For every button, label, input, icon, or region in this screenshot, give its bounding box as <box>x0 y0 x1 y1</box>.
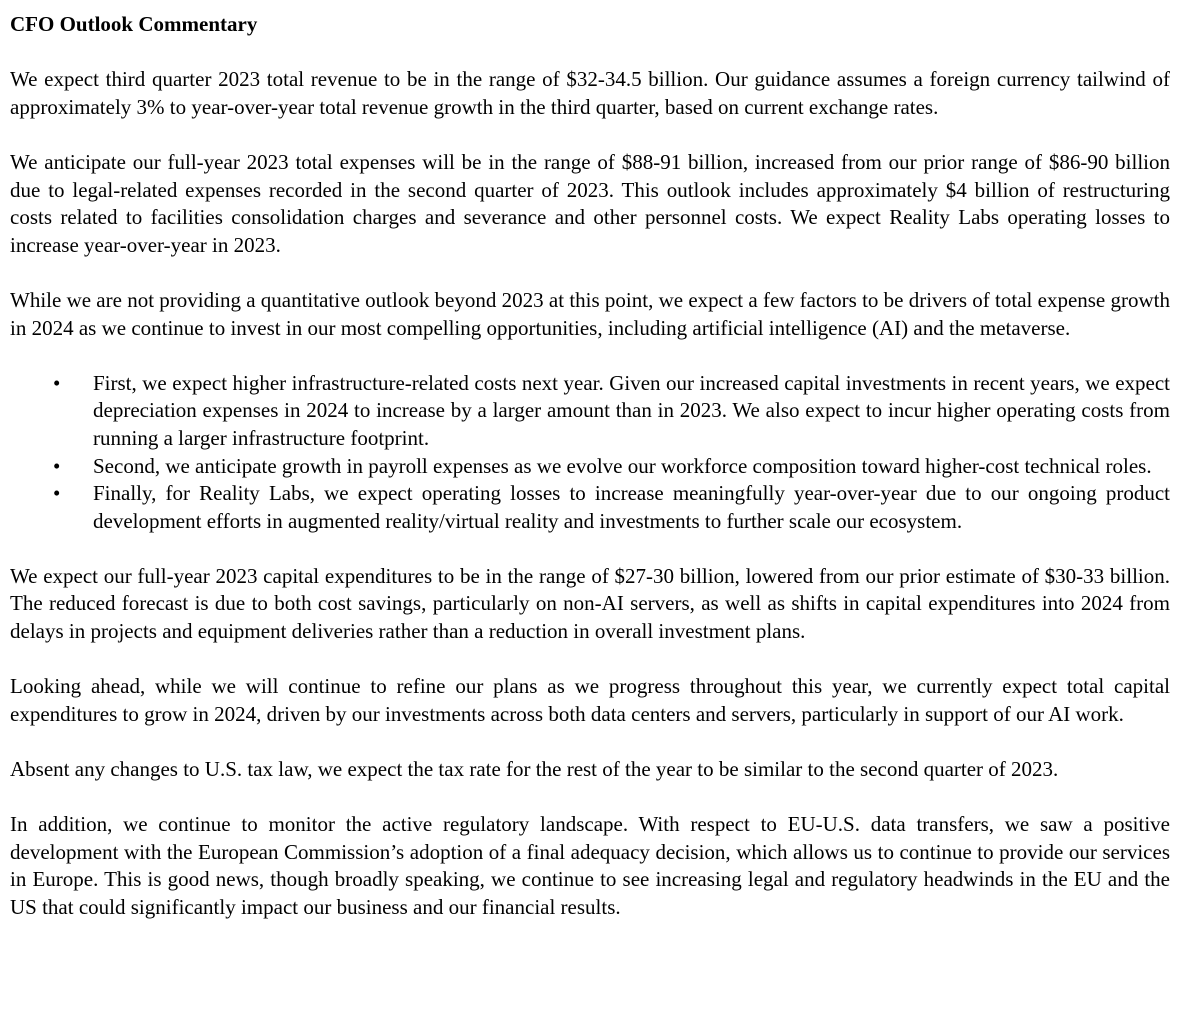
bullet-icon: • <box>53 453 61 478</box>
list-item-text: Finally, for Reality Labs, we expect operating losses to increase meaningfully year-over-year due to our ongoing product development efforts in augmented reality/virtual reality and investments to further scale our ecosystem. <box>93 481 1170 533</box>
paragraph-revenue-outlook: We expect third quarter 2023 total revenue to be in the range of $32-34.5 billion. Our guidance assumes a foreign currency tailwind of approximately 3% to year-over-year total revenue growth in the third quarter, based on current exchange rates. <box>10 67 1170 119</box>
document <box>10 11 1170 949</box>
list-item <box>10 480 1170 535</box>
bullet-icon: • <box>53 481 61 506</box>
bullet-icon: • <box>53 370 61 395</box>
paragraph-capex-outlook: We expect our full-year 2023 capital expenditures to be in the range of $27-30 billion, lowered from our prior estimate of $30-33 billion. The reduced forecast is due to both cost savings, particularly on non-AI servers, as well as shifts in capital expenditures into 2024 from delays in projects and equipment deliveries rather than a reduction in overall investment plans. <box>10 563 1170 644</box>
list-item-text: First, we expect higher infrastructure-related costs next year. Given our increased capital investments in recent years, we expect depreciation expenses in 2024 to increase by a larger amount than in 2023. We also expect to incur higher operating costs from running a larger infrastructure footprint. <box>93 370 1170 450</box>
paragraph-expenses-outlook: We anticipate our full-year 2023 total expenses will be in the range of $88-91 billion, increased from our prior range of $86-90 billion due to legal-related expenses recorded in the second quarter of 2023. This outlook includes approximately $4 billion of restructuring costs related to facilities consolidation charges and severance and other personnel costs. We expect Reality Labs operating losses to increase year-over-year in 2023. <box>10 149 1170 257</box>
paragraph-regulatory: In addition, we continue to monitor the active regulatory landscape. With respect to EU-U.S. data transfers, we saw a positive development with the European Commission’s adoption of a final adequacy decision, which allows us to continue to provide our services in Europe. This is good news, though broadly speaking, we continue to see increasing legal and regulatory headwinds in the EU and the US that could significantly impact our business and our financial results. <box>10 812 1170 919</box>
list-item <box>10 370 1170 453</box>
paragraph-capex-2024: Looking ahead, while we will continue to refine our plans as we progress throughout this year, we currently expect total capital expenditures to grow in 2024, driven by our investments across both data centers and servers, particularly in support of our AI work. <box>10 674 1170 726</box>
list-item <box>10 453 1170 481</box>
paragraph-tax-rate: Absent any changes to U.S. tax law, we expect the tax rate for the rest of the year to be similar to the second quarter of 2023. <box>10 757 1059 782</box>
paragraph-2024-drivers: While we are not providing a quantitative outlook beyond 2023 at this point, we expect a few factors to be drivers of total expense growth in 2024 as we continue to invest in our most compelling opportunities, including artificial intelligence (AI) and the metaverse. <box>10 287 1170 340</box>
list-item-text: Second, we anticipate growth in payroll expenses as we evolve our workforce composition toward higher-cost technical roles. <box>93 453 1152 478</box>
section-title: CFO Outlook Commentary <box>10 12 258 36</box>
bullet-list <box>10 370 1170 536</box>
